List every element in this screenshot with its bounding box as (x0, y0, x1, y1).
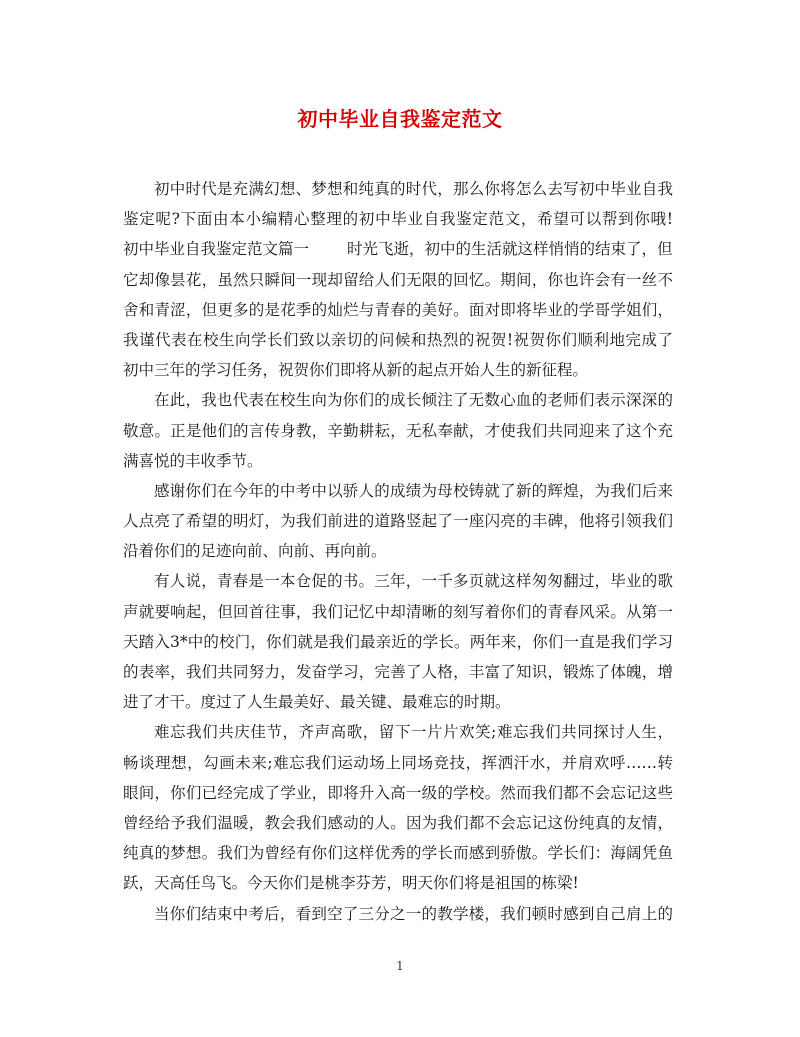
text-line: 跃，天高任鸟飞。今天你们是桃李芬芳，明天你们将是祖国的栋梁! (123, 874, 579, 893)
text-line: 声就要响起，但回首往事，我们记忆中却清晰的刻写着你们的青春风采。从第一 (123, 602, 673, 621)
text-line: 敬意。正是他们的言传身教，辛勤耕耘，无私奉献，才使我们共同迎来了这个充 (123, 421, 673, 440)
text-line: 曾经给予我们温暖，教会我们感动的人。因为我们都不会忘记这份纯真的友情， (123, 813, 673, 832)
text-line: 眼间，你们已经完成了学业，即将升入高一级的学校。然而我们都不会忘记这些 (123, 783, 673, 802)
text-line: 感谢你们在今年的中考中以骄人的成绩为母校铸就了新的辉煌，为我们后来 (154, 481, 673, 500)
section-heading: 初中毕业自我鉴定范文篇一 (123, 240, 310, 259)
text-line: 初中三年的学习任务，祝贺你们即将从新的起点开始人生的新征程。 (123, 361, 589, 380)
text-line: 舍和青涩，但更多的是花季的灿烂与青春的美好。面对即将毕业的学哥学姐们， (123, 300, 673, 319)
text-line: 的表率，我们共同努力，发奋学习，完善了人格，丰富了知识，锻炼了体魄，增 (123, 663, 673, 681)
text-line: 沿着你们的足迹向前、向前、再向前。 (123, 542, 387, 561)
text-line: 初中时代是充满幻想、梦想和纯真的时代，那么你将怎么去写初中毕业自我 (154, 180, 673, 198)
text-line: 难忘我们共庆佳节，齐声高歌，留下一片片欢笑;难忘我们共同探讨人生， (154, 723, 673, 742)
text-line (123, 234, 673, 264)
text-line: 在此，我也代表在校生向为你们的成长倾注了无数心血的老师们表示深深的 (154, 391, 673, 410)
text-line: 畅谈理想，勾画未来;难忘我们运动场上同场竞技，挥洒汗水，并肩欢呼……转 (123, 753, 673, 772)
text-line: 天踏入3*中的校门，你们就是我们最亲近的学长。两年来，你们一直是我们学习 (123, 632, 673, 651)
text-line: 人点亮了希望的明灯，为我们前进的道路竖起了一座闪亮的丰碑，他将引领我们 (123, 512, 673, 531)
text-line: 进了才干。度过了人生最美好、最关键、最难忘的时期。 (123, 693, 511, 712)
document-body (123, 174, 673, 929)
text-line: 当你们结束中考后，看到空了三分之一的教学楼，我们顿时感到自己肩上的 (154, 904, 673, 923)
text-line: 鉴定呢?下面由本小编精心整理的初中毕业自我鉴定范文，希望可以帮到你哦! (123, 210, 673, 229)
text-line: 它却像昙花，虽然只瞬间一现却留给人们无限的回忆。期间，你也许会有一丝不 (123, 270, 673, 289)
text-line: 纯真的梦想。我们为曾经有你们这样优秀的学长而感到骄傲。学长们：海阔凭鱼 (123, 844, 673, 863)
text-line: 有人说，青春是一本仓促的书。三年，一千多页就这样匆匆翻过，毕业的歌 (154, 572, 673, 591)
text-segment: 时光飞逝，初中的生活就这样悄悄的结束了，但 (347, 240, 673, 259)
page-number: 1 (396, 959, 404, 973)
text-line: 我谨代表在校生向学长们致以亲切的问候和热烈的祝贺!祝贺你们顺利地完成了 (123, 330, 673, 349)
document-title: 初中毕业自我鉴定范文 (297, 107, 503, 131)
text-line: 满喜悦的丰收季节。 (123, 451, 263, 470)
